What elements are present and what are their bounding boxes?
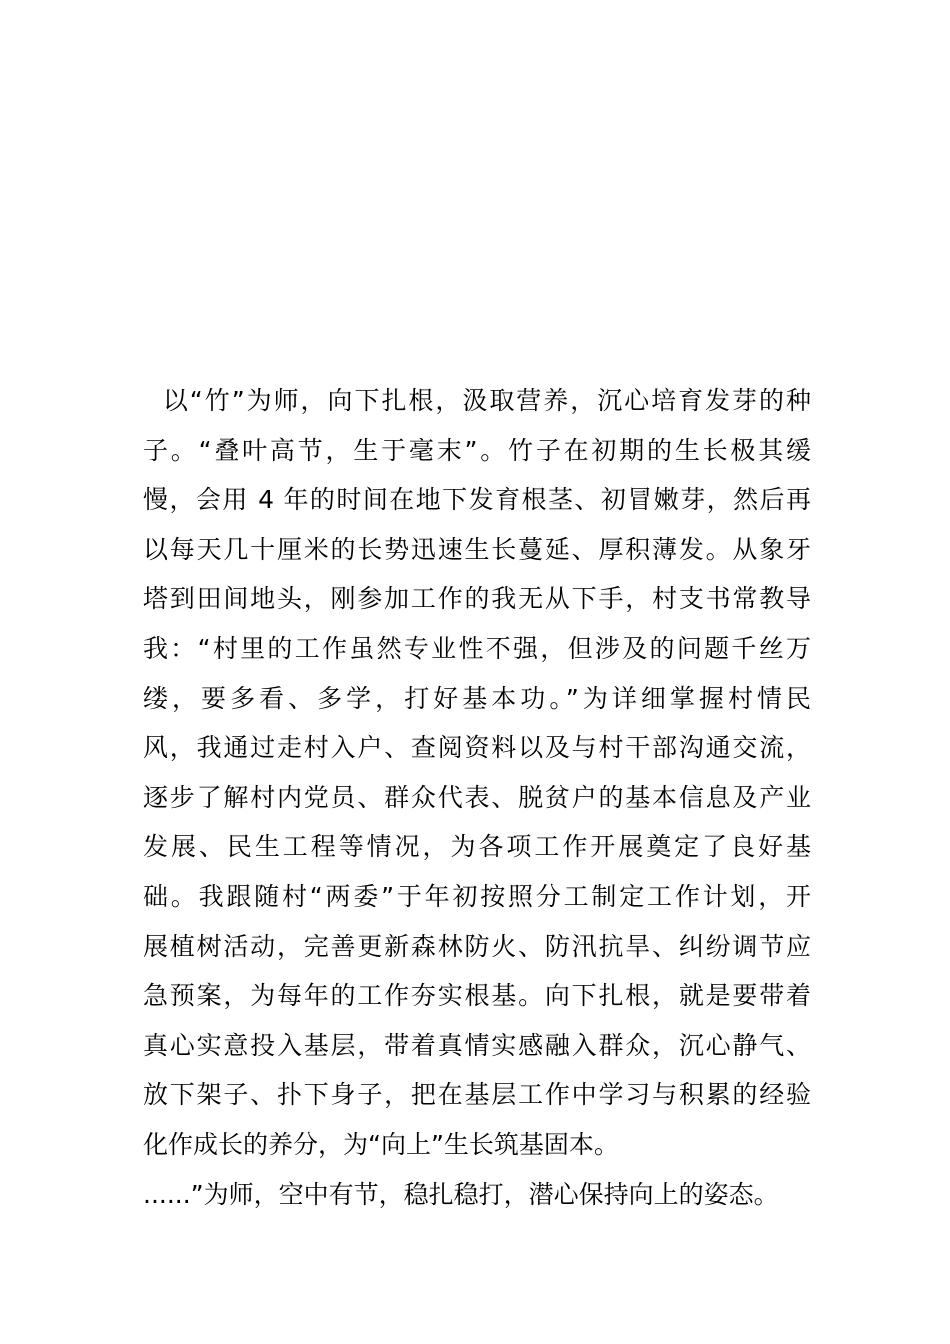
- text-line: 急预案，为每年的工作夯实根基。向下扎根，就是要带着: [143, 981, 811, 1011]
- text-line: 以每天几十厘米的长势迅速生长蔓延、厚积薄发。从象牙: [143, 534, 811, 564]
- text-line: 逐步了解村内党员、群众代表、脱贫户的基本信息及产业: [143, 782, 811, 812]
- body-text: [143, 376, 811, 1219]
- text-line: 展植树活动，完善更新森林防火、防汛抗旱、纠纷调节应: [143, 931, 811, 961]
- text-line: 放下架子、扑下身子，把在基层工作中学习与积累的经验: [143, 1080, 811, 1110]
- text-line: 子。“叠叶高节，生于毫末”。竹子在初期的生长极其缓: [143, 435, 811, 465]
- text-line: ......”为师，空中有节，稳扎稳打，潜心保持向上的姿态。: [143, 1179, 779, 1209]
- text-line: 塔到田间地头，刚参加工作的我无从下手，村支书常教导: [143, 584, 811, 614]
- text-line: 真心实意投入基层，带着真情实感融入群众，沉心静气、: [143, 1030, 811, 1060]
- text-line: 础。我跟随村“两委”于年初按照分工制定工作计划，开: [143, 881, 811, 911]
- text-line: 化作成长的养分，为“向上”生长筑基固本。: [143, 1129, 619, 1159]
- text-line: 以“竹”为师，向下扎根，汲取营养，沉心培育发芽的种: [143, 386, 811, 415]
- text-line: 风，我通过走村入户、查阅资料以及与村干部沟通交流，: [143, 733, 811, 763]
- text-line: 缕，要多看、多学，打好基本功。”为详细掌握村情民: [143, 683, 811, 713]
- text-line: 慢，会用 4 年的时间在地下发育根茎、初冒嫩芽，然后再: [143, 485, 811, 515]
- text-line: 发展、民生工程等情况，为各项工作开展奠定了良好基: [143, 832, 811, 862]
- text-line: 我：“村里的工作虽然专业性不强，但涉及的问题千丝万: [143, 633, 811, 663]
